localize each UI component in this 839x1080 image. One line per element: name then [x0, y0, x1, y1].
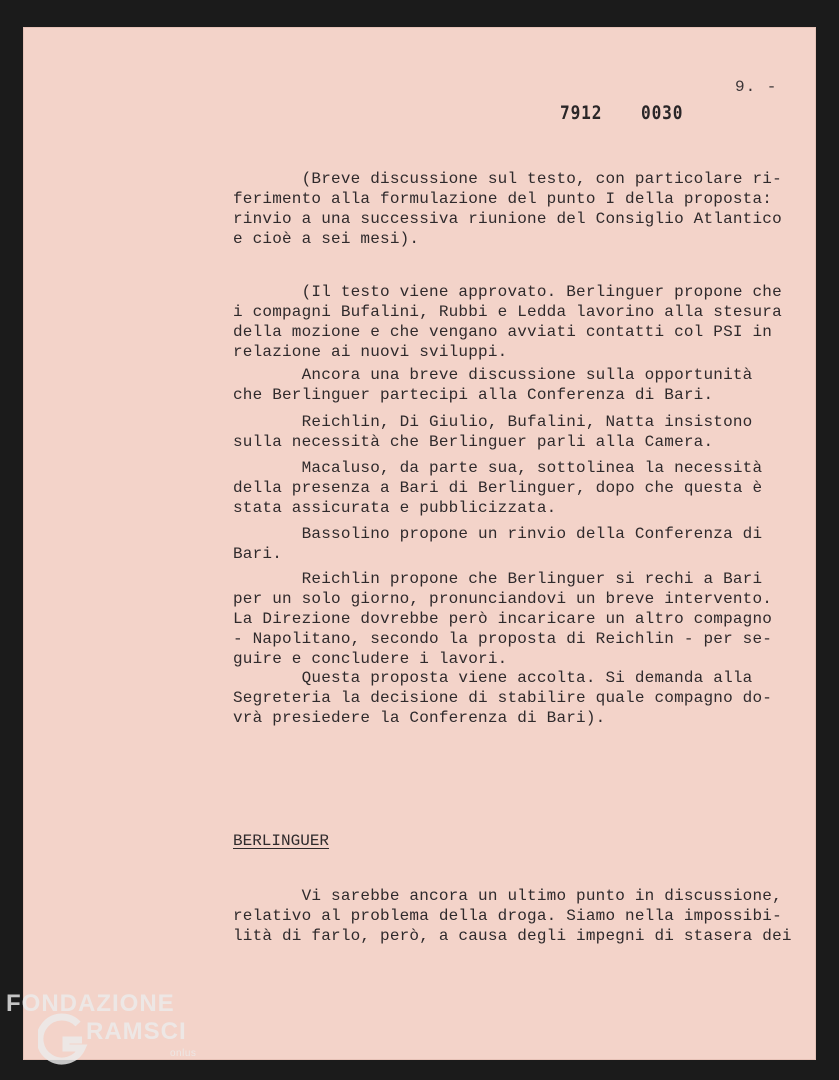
paragraph-discussion-text: (Breve discussione sul testo, con particolare ri- ferimento alla formulazione del punto I della proposta: rinvio a una successiva riunione del Consiglio Atlantico e cioè a sei mesi).: [233, 170, 782, 248]
watermark-logo: [0, 990, 210, 1080]
paragraph-macaluso: Macaluso, da parte sua, sottolinea la necessità della presenza a Bari di Berlinguer, dopo che questa è stata assicurata e pubblicizzata.: [233, 459, 763, 517]
paragraph-accepted: Questa proposta viene accolta. Si demanda alla Segreteria la decisione di stabilire quale compagno do- vrà presiedere la Conferenza di Bari).: [233, 669, 773, 727]
paragraph-reichlin: Reichlin propone che Berlinguer si rechi a Bari per un solo giorno, pronunciandovi un breve intervento. La Direzione dovrebbe però incaricare un altro compagno - Napolitano, secondo la proposta di Reichlin - per se- guire e concludere i lavori.: [233, 570, 773, 668]
archive-stamp-right: 0030: [641, 102, 684, 124]
paragraph-bassolino: Bassolino propone un rinvio della Conferenza di Bari.: [233, 525, 763, 563]
watermark-line2: RAMSCI: [86, 1018, 187, 1045]
speaker-heading: BERLINGUER: [233, 832, 330, 850]
watermark-line1: FONDAZIONE: [6, 990, 175, 1017]
page-number: 9. -: [735, 78, 778, 96]
paragraph-last-point: Vi sarebbe ancora un ultimo punto in discussione, relativo al problema della droga. Siamo nella impossibi- lità di farlo, però, a causa degli impegni di stasera dei: [233, 887, 792, 945]
paragraph-camera: Reichlin, Di Giulio, Bufalini, Natta insistono sulla necessità che Berlinguer parli alla Camera.: [233, 413, 753, 451]
paragraph-approval: (Il testo viene approvato. Berlinguer propone che i compagni Bufalini, Rubbi e Ledda lavorino alla stesura della mozione e che vengano avviati contatti col PSI in relazione ai nuovi sviluppi.: [233, 283, 782, 361]
g-logo-icon: [38, 1010, 88, 1070]
paragraph-bari-discussion: Ancora una breve discussione sulla opportunità che Berlinguer partecipi alla Conferenza di Bari.: [233, 366, 753, 404]
archive-stamp-left: 7912: [560, 102, 603, 124]
watermark-line3: onlus: [170, 1048, 197, 1059]
